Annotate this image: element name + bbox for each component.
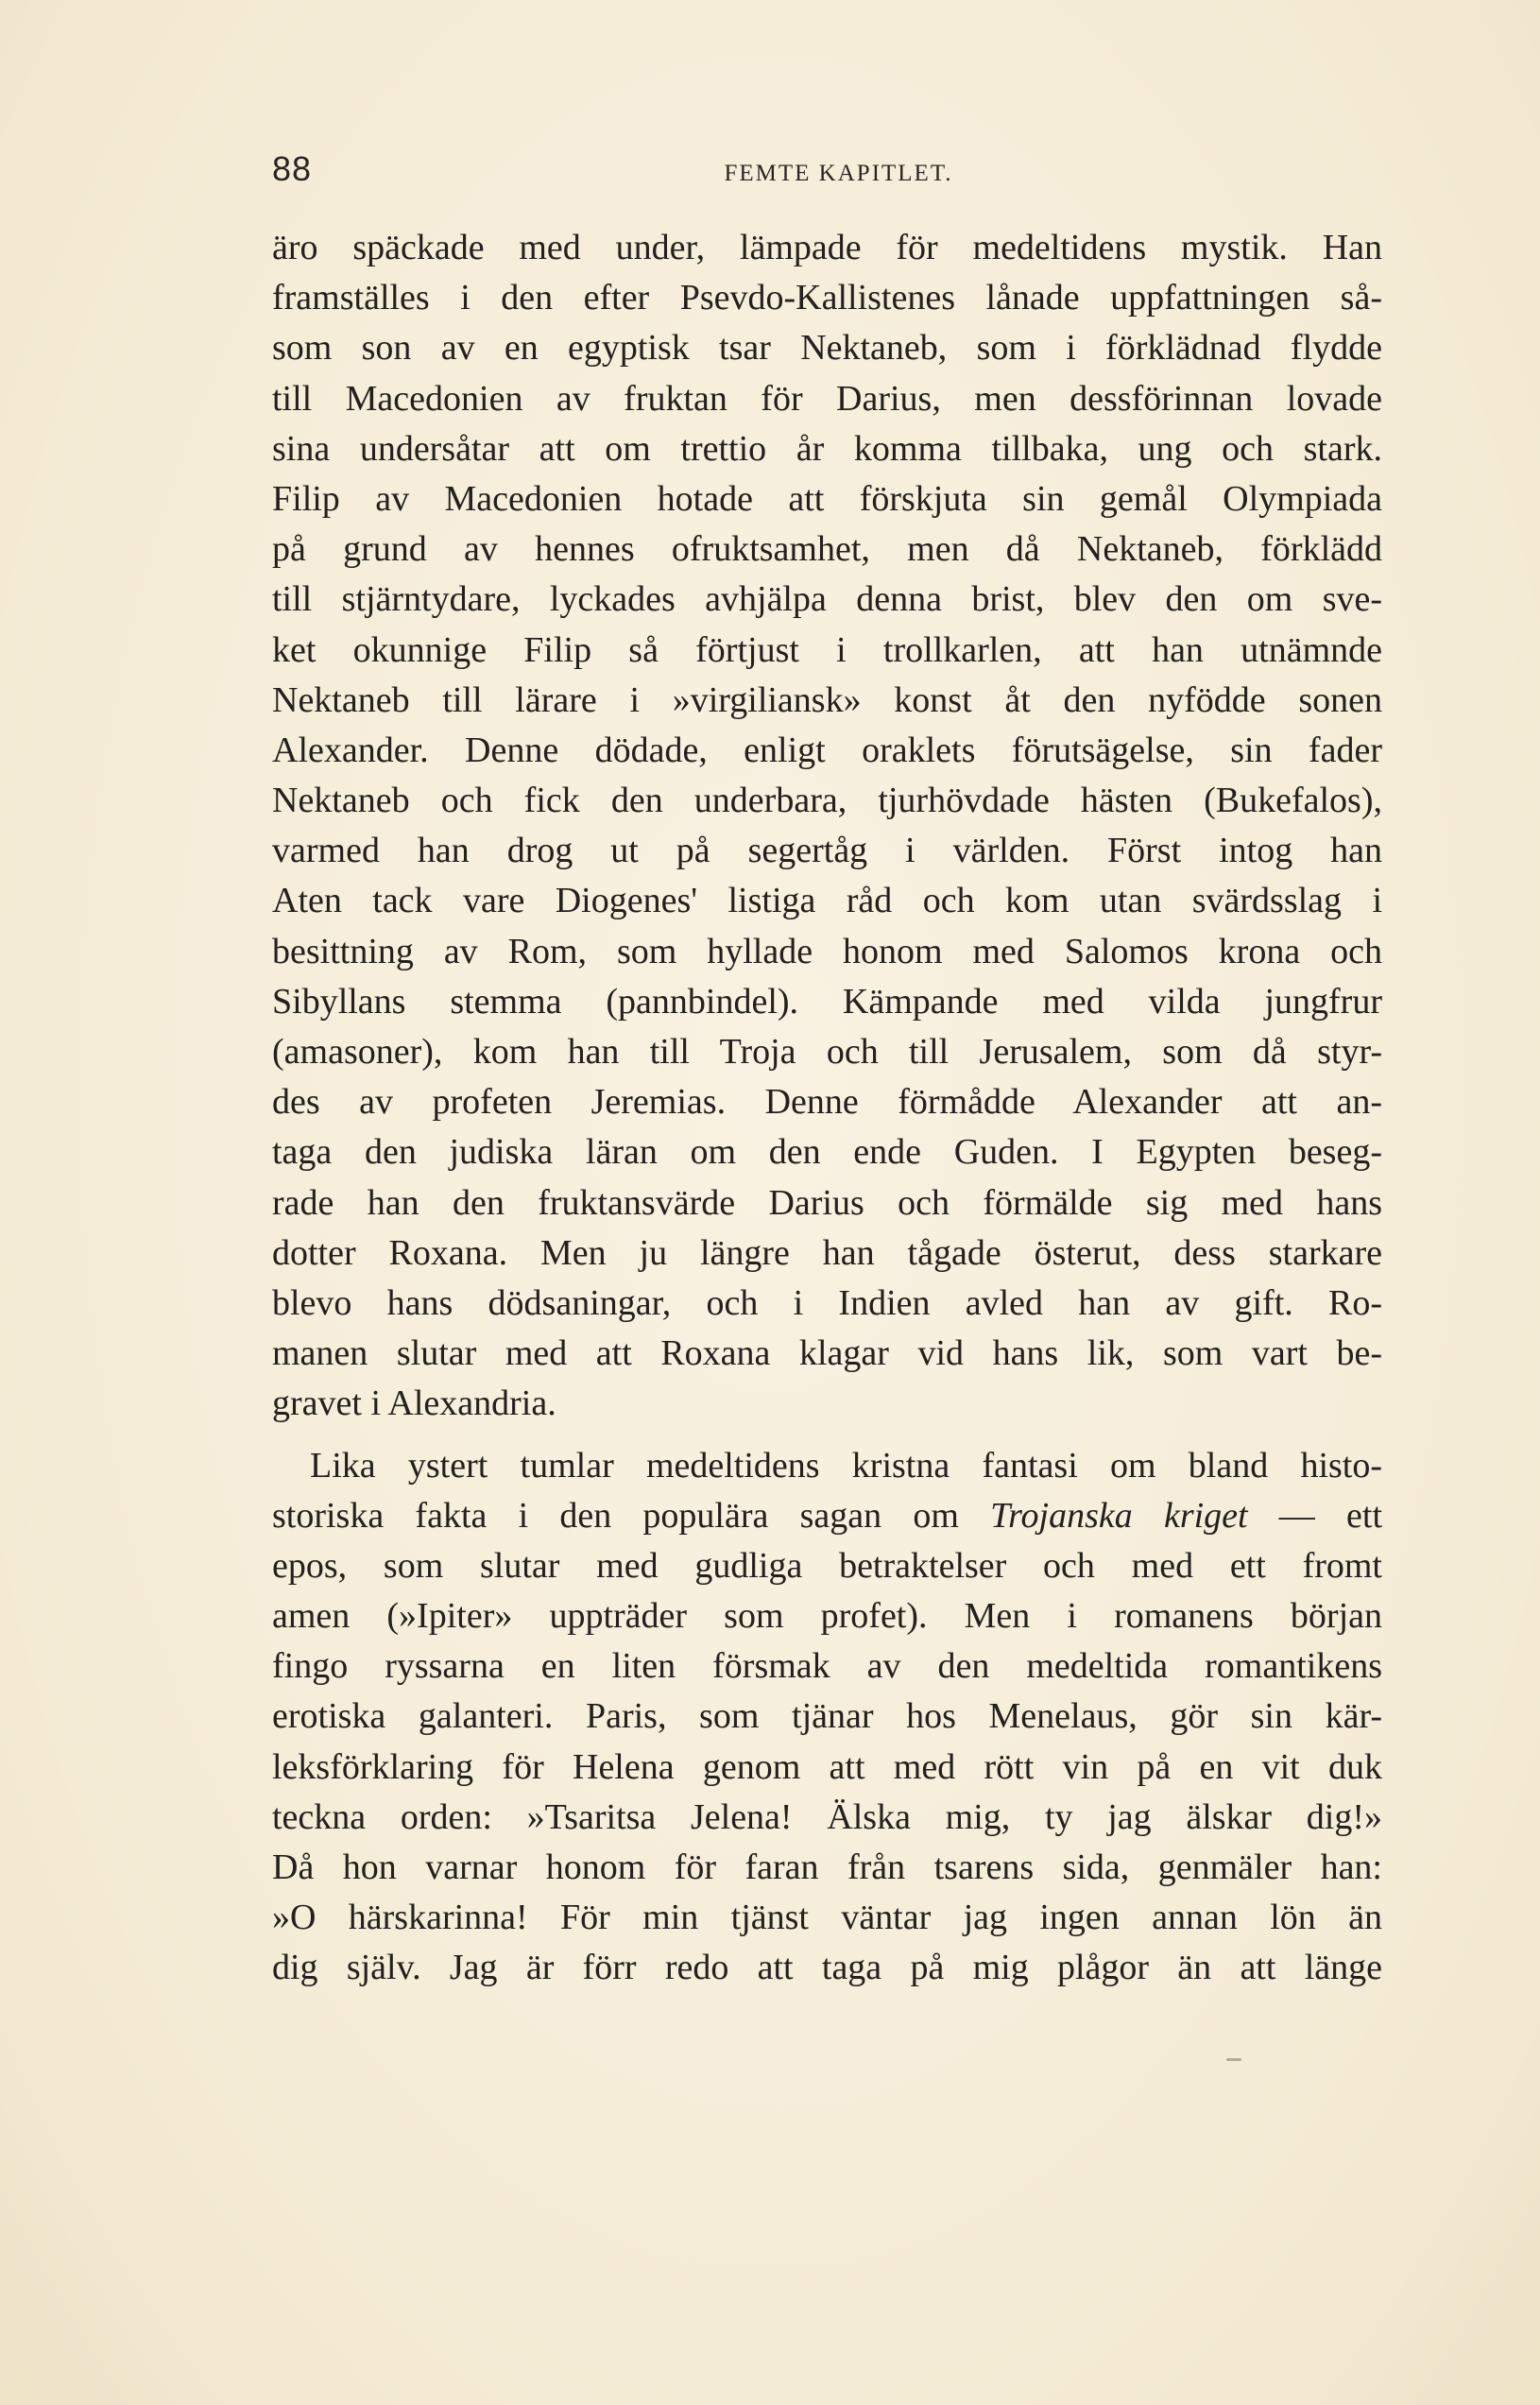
catchword-mark bbox=[1226, 2058, 1241, 2061]
text-line: besittning av Rom, som hyllade honom med Salomos krona och bbox=[272, 931, 1382, 971]
text-segment: — ett bbox=[1247, 1495, 1383, 1536]
text-line: fingo ryssarna en liten försmak av den medeltida romantikens bbox=[272, 1646, 1382, 1687]
text-line: Då hon varnar honom för faran från tsarens sida, genmäler han: bbox=[272, 1847, 1382, 1887]
text-line: leksförklaring för Helena genom att med rött vin på en vit duk bbox=[272, 1746, 1382, 1787]
text-line: Lika ystert tumlar medeltidens kristna fantasi om bland histo- bbox=[310, 1445, 1382, 1486]
chapter-title: FEMTE KAPITLET. bbox=[724, 161, 953, 186]
text-line: äro späckade med under, lämpade för medeltidens mystik. Han bbox=[272, 228, 1382, 267]
text-line: rade han den fruktansvärde Darius och förmälde sig med hans bbox=[272, 1182, 1382, 1223]
text-line-with-title bbox=[272, 1491, 1382, 1541]
text-segment: storiska fakta i den populära sagan om bbox=[272, 1495, 991, 1536]
paragraph-gap bbox=[272, 1430, 1382, 1441]
text-line: framställes i den efter Psevdo-Kallistenes lånade uppfattningen så- bbox=[272, 278, 1382, 318]
italic-title: Trojanska kriget bbox=[990, 1495, 1248, 1536]
text-line: (amasoner), kom han till Troja och till Jerusalem, som då styr- bbox=[272, 1032, 1382, 1072]
text-line: sina undersåtar att om trettio år komma tillbaka, ung och stark. bbox=[272, 428, 1382, 469]
text-line: Aten tack vare Diogenes' listiga råd och kom utan svärdsslag i bbox=[272, 881, 1382, 921]
text-line: manen slutar med att Roxana klagar vid hans lik, som vart be- bbox=[272, 1333, 1382, 1374]
text-line: Alexander. Denne dödade, enligt oraklets förutsägelse, sin fader bbox=[272, 730, 1382, 770]
text-line: på grund av hennes ofruktsamhet, men då Nektaneb, förklädd bbox=[272, 529, 1382, 570]
text-line: till Macedonien av fruktan för Darius, men dessförinnan lovade bbox=[272, 378, 1382, 419]
text-line: dotter Roxana. Men ju längre han tågade österut, dess starkare bbox=[272, 1232, 1382, 1273]
text-line: »O härskarinna! För min tjänst väntar jag ingen annan lön än bbox=[272, 1898, 1382, 1938]
body-text bbox=[272, 223, 1382, 1994]
text-line: Nektaneb till lärare i »virgiliansk» konst åt den nyfödde sonen bbox=[272, 679, 1382, 720]
text-line: Filip av Macedonien hotade att förskjuta sin gemål Olympiada bbox=[272, 478, 1382, 519]
text-line: blevo hans dödsaningar, och i Indien avled han av gift. Ro- bbox=[272, 1282, 1382, 1323]
text-line: Nektaneb och fick den underbara, tjurhövdade hästen (Bukefalos), bbox=[272, 781, 1382, 821]
paragraph-1 bbox=[272, 223, 1382, 1430]
text-line: varmed han drog ut på segertåg i världen. Först intog han bbox=[272, 831, 1382, 871]
text-line: taga den judiska läran om den ende Guden. I Egypten beseg- bbox=[272, 1132, 1382, 1173]
text-line: Sibyllans stemma (pannbindel). Kämpande med vilda jungfrur bbox=[272, 981, 1382, 1022]
text-line: epos, som slutar med gudliga betraktelser och med ett fromt bbox=[272, 1545, 1382, 1586]
text-line: ket okunnige Filip så förtjust i trollkarlen, att han utnämnde bbox=[272, 629, 1382, 670]
page-number: 88 bbox=[272, 149, 313, 188]
text-line: dig själv. Jag är förr redo att taga på mig plågor än att länge bbox=[272, 1948, 1382, 1988]
text-line: teckna orden: »Tsaritsa Jelena! Älska mig, ty jag älskar dig!» bbox=[272, 1796, 1382, 1837]
running-head bbox=[272, 149, 1382, 197]
text-line: som son av en egyptisk tsar Nektaneb, som i förklädnad flydde bbox=[272, 328, 1382, 369]
text-line: erotiska galanteri. Paris, som tjänar hos Menelaus, gör sin kär- bbox=[272, 1696, 1382, 1737]
paragraph-2 bbox=[272, 1441, 1382, 1994]
text-line: gravet i Alexandria. bbox=[272, 1383, 556, 1424]
text-line: des av profeten Jeremias. Denne förmådde Alexander att an- bbox=[272, 1082, 1382, 1123]
text-line: till stjärntydare, lyckades avhjälpa denna brist, blev den om sve- bbox=[272, 579, 1382, 620]
text-line: amen (»Ipiter» uppträder som profet). Men i romanens början bbox=[272, 1596, 1382, 1637]
